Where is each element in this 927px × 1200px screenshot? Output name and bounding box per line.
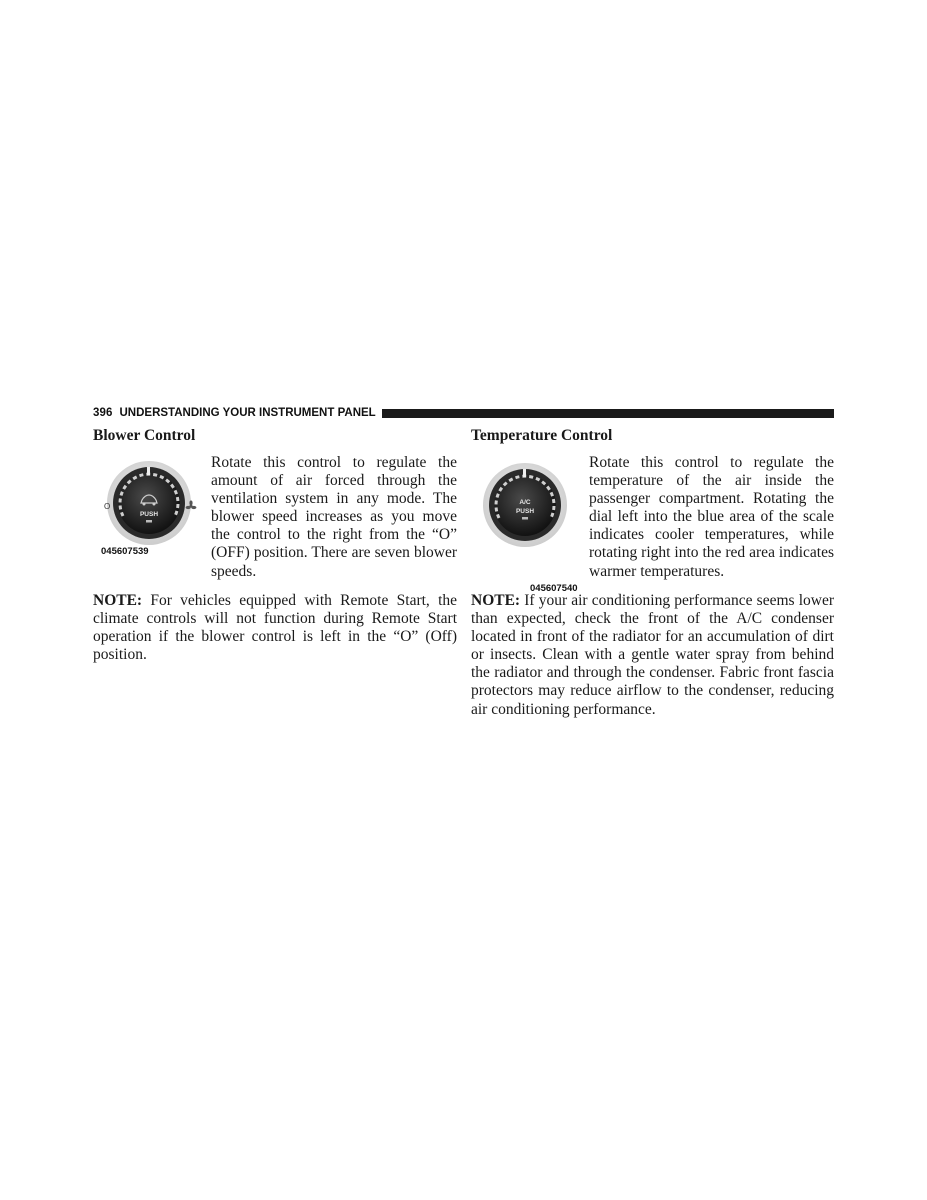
blower-figure-id: 045607539: [101, 546, 149, 557]
temperature-note: [471, 592, 834, 719]
blower-dial-push-label: PUSH: [139, 511, 159, 518]
section-title: UNDERSTANDING YOUR INSTRUMENT PANEL: [119, 407, 376, 419]
temperature-dial-push-label: PUSH: [515, 508, 535, 515]
blower-dial-figure: [93, 454, 205, 564]
temperature-note-label: NOTE:: [471, 592, 521, 609]
header-rule: [382, 409, 834, 418]
blower-control-heading: Blower Control: [93, 427, 196, 444]
temperature-control-section: [471, 426, 834, 719]
temperature-dial-figure: [471, 454, 583, 594]
page-header: [93, 405, 834, 421]
temperature-dial-ac-label: A/C: [519, 499, 531, 506]
blower-note: [93, 592, 457, 664]
temperature-control-heading: Temperature Control: [471, 427, 613, 444]
blower-note-text: For vehicles equipped with Remote Start, the climate controls will not function during Remote Start operation if the blower control is left in the “O” (Off) position.: [93, 592, 457, 664]
blower-content: [93, 454, 457, 582]
blower-control-section: [93, 426, 457, 664]
temperature-body-text: Rotate this control to regulate the temperature of the air inside the passenger compartment. Rotating the dial left into the blue area of the scale indicates cooler temperatures, while rotating right into the red area indicates warmer temperatures.: [589, 454, 834, 580]
blower-off-marker: O: [104, 502, 111, 511]
temperature-content: [471, 454, 834, 594]
page-number: 396: [93, 407, 113, 419]
blower-body-text: Rotate this control to regulate the amount of air forced through the ventilation system in any mode. The blower speed increases as you move the control to the right from the “O” (OFF) position. There are seven blower speeds.: [211, 454, 457, 580]
temperature-note-text: If your air conditioning performance seems lower than expected, check the front of the A/C condenser located in front of the radiator for an accumulation of dirt or insects. Clean with a gentle water spray from behind the radiator and through the condenser. Fabric front fascia protectors may reduce airflow to the condenser, reducing air conditioning performance.: [471, 592, 834, 718]
temperature-figure-id: 045607540: [530, 583, 578, 594]
temperature-dial-icon: [471, 454, 583, 564]
blower-note-label: NOTE:: [93, 592, 143, 609]
